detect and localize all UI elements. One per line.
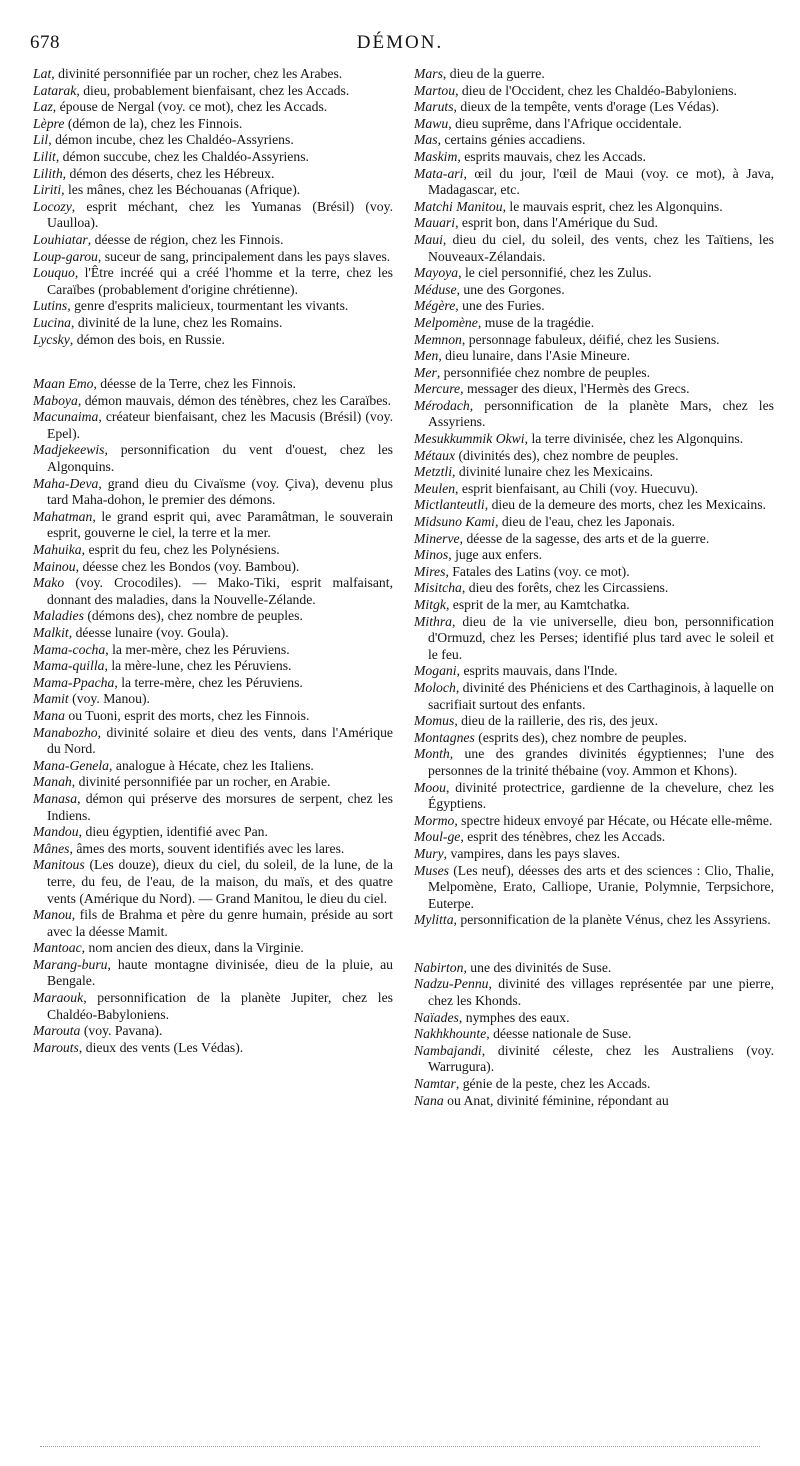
dictionary-entry	[414, 1076, 774, 1093]
entry-headword: Loup-garou	[33, 248, 98, 264]
entry-headword: Misitcha	[414, 580, 462, 596]
dictionary-entry	[33, 841, 393, 858]
dictionary-entry	[414, 149, 774, 166]
entry-headword: Laz	[33, 99, 53, 115]
entry-definition: , muse de la tragédie.	[477, 314, 595, 330]
dictionary-entry	[414, 829, 774, 846]
entry-definition: , divinité de la lune, chez les Romains.	[71, 314, 283, 330]
entry-definition: , dieux de la tempête, vents d'orage (Les Védas).	[453, 99, 720, 115]
entry-headword: Lutins	[33, 298, 68, 314]
entry-headword: Mahatman	[33, 508, 93, 524]
entry-definition: , fils de Brahma et père du genre humain, préside au sort avec la déesse Mamit.	[47, 907, 393, 939]
entry-definition: , dieu égyptien, identifié avec Pan.	[78, 824, 268, 840]
dictionary-entry	[414, 365, 774, 382]
entry-headword: Moou	[414, 779, 446, 795]
entry-definition: , une des grandes divinités égyptiennes; l'une des personnes de la trinité thébaine (voy. Ammon et Khons).	[428, 746, 774, 778]
entry-headword: Mégère	[414, 298, 456, 314]
entry-headword: Mithra	[414, 613, 453, 629]
dictionary-entry	[33, 774, 393, 791]
entry-headword: Mânes	[33, 840, 70, 856]
entry-headword: Nambajandi	[414, 1042, 482, 1058]
entry-headword: Mitgk	[414, 597, 446, 612]
entry-definition: , genre d'esprits malicieux, tourmentant les vivants.	[67, 298, 349, 314]
dictionary-entry	[33, 725, 393, 758]
entry-definition: , spectre hideux envoyé par Hécate, ou Hécate elle-même.	[454, 812, 773, 828]
entry-definition: , analogue à Hécate, chez les Italiens.	[109, 757, 314, 773]
entry-headword: Moul-ge	[414, 829, 461, 845]
entry-headword: Métaux	[414, 447, 456, 463]
entry-headword: Mogani	[414, 663, 457, 679]
dictionary-entry	[414, 116, 774, 133]
entry-definition: , le ciel personnifié, chez les Zulus.	[458, 265, 652, 281]
dictionary-entry	[33, 509, 393, 542]
dictionary-entry	[33, 1023, 393, 1040]
entry-headword: Maboya	[33, 392, 78, 408]
entry-definition: , esprit du feu, chez les Polynésiens.	[81, 542, 280, 558]
entry-headword: Lilit	[33, 148, 56, 164]
entry-definition: , démon incube, chez les Chaldéo-Assyriens.	[48, 132, 294, 148]
entry-headword: Maui	[414, 231, 443, 247]
entry-definition: , personnage fabuleux, déifié, chez les Susiens.	[461, 331, 720, 347]
entry-definition: ou Anat, divinité féminine, répondant au	[443, 1092, 669, 1108]
dictionary-entry	[414, 83, 774, 100]
dictionary-entry	[33, 824, 393, 841]
entry-definition: , génie de la peste, chez les Accads.	[455, 1076, 651, 1092]
entry-definition: , dieu de l'eau, chez les Japonais.	[495, 514, 675, 530]
dictionary-entry	[414, 746, 774, 779]
dictionary-entry	[33, 857, 393, 907]
entry-definition: , démon des bois, en Russie.	[69, 331, 225, 347]
entry-headword: Mury	[414, 845, 444, 861]
dictionary-entry	[33, 166, 393, 183]
entry-headword: Maskim	[414, 148, 458, 164]
entry-headword: Lil	[33, 132, 49, 148]
dictionary-entry	[414, 315, 774, 332]
entry-definition: , dieu de la vie universelle, dieu bon, personnification d'Ormuzd, chez les Perses; identifié plus tard avec le soleil et le feu.	[428, 613, 774, 662]
entry-headword: Mormo	[414, 812, 455, 828]
entry-headword: Marang-buru	[33, 956, 108, 972]
entry-definition: , œil du jour, l'œil de Maui (voy. ce mot), à Java, Madagascar, etc.	[428, 165, 774, 198]
dictionary-entry	[33, 149, 393, 166]
entry-definition: , esprit des ténèbres, chez les Accads.	[460, 829, 666, 845]
entry-headword: Metztli	[414, 464, 453, 480]
entry-headword: Mauari	[414, 215, 456, 231]
entry-definition: (démon de la), chez les Finnois.	[64, 115, 243, 131]
entry-headword: Méduse	[414, 281, 457, 297]
dictionary-entry	[414, 132, 774, 149]
entry-headword: Moloch	[414, 679, 456, 695]
entry-definition: , nom ancien des dieux, dans la Virginie.	[81, 940, 304, 956]
entry-definition: , divinité personnifiée par un rocher, en Arabie.	[71, 774, 331, 790]
dictionary-entry	[33, 476, 393, 509]
entry-headword: Louhiatar	[33, 231, 88, 247]
entry-definition: , esprit méchant, chez les Yumanas (Brésil) (voy. Uaulloa).	[47, 198, 393, 231]
entry-headword: Mesukkummik Okwi	[414, 431, 525, 447]
entry-headword: Mayoya	[414, 265, 459, 281]
page-number: 678	[30, 32, 60, 53]
entry-headword: Mas	[414, 132, 438, 148]
entry-definition: (voy. Crocodiles). — Mako-Tiki, esprit malfaisant, donnant des maladies, dans la Nouvelle-Zélande.	[47, 575, 393, 607]
entry-definition: , personnification de la planète Mars, chez les Assyriens.	[428, 397, 774, 430]
entry-definition: , le grand esprit qui, avec Paramâtman, le souverain esprit, gouverne le ciel, la terre et la mer.	[47, 508, 393, 541]
dictionary-entry	[414, 481, 774, 498]
dictionary-entry	[414, 780, 774, 813]
dictionary-entry	[414, 298, 774, 315]
entry-headword: Marouta	[33, 1023, 81, 1039]
dictionary-entry	[33, 575, 393, 608]
entry-definition: ou Tuoni, esprit des morts, chez les Finnois.	[64, 707, 310, 723]
entry-headword: Martou	[414, 82, 456, 98]
entry-headword: Lilith	[33, 165, 63, 181]
entry-definition: , démon mauvais, démon des ténèbres, chez les Caraïbes.	[77, 392, 392, 408]
dictionary-entry	[414, 960, 774, 977]
entry-headword: Meulen	[414, 480, 456, 496]
entry-definition: (divinités des), chez nombre de peuples.	[455, 447, 679, 463]
dictionary-entry	[33, 625, 393, 642]
entry-definition: , esprits mauvais, dans l'Inde.	[456, 663, 618, 679]
entry-headword: Month	[414, 746, 450, 762]
entry-headword: Mawu	[414, 115, 449, 131]
entry-headword: Mama-cocha	[33, 641, 106, 657]
dictionary-entry	[33, 116, 393, 133]
dictionary-entry	[414, 66, 774, 83]
dictionary-entry	[414, 398, 774, 431]
entry-definition: , esprit de la mer, au Kamtchatka.	[445, 597, 630, 612]
entry-definition: , dieu de la raillerie, des ris, des jeux.	[454, 713, 659, 729]
dictionary-entry	[33, 791, 393, 824]
entry-definition: , divinité personnifiée par un rocher, chez les Arabes.	[51, 66, 343, 81]
footer-rule	[40, 1446, 760, 1448]
entry-definition: , créateur bienfaisant, chez les Macusis (Brésil) (voy. Epel).	[47, 409, 393, 441]
entry-definition: , dieu, probablement bienfaisant, chez les Accads.	[76, 82, 350, 98]
dictionary-entry	[33, 940, 393, 957]
dictionary-entry	[414, 448, 774, 465]
entry-definition: , une des Gorgones.	[456, 281, 565, 297]
entry-definition: , dieu de la demeure des morts, chez les Mexicains.	[484, 497, 766, 513]
entry-headword: Lat	[33, 66, 52, 81]
dictionary-entry	[33, 758, 393, 775]
entry-definition: (démons des), chez nombre de peuples.	[83, 608, 303, 624]
entry-definition: , personnification du vent d'ouest, chez les Algonquins.	[47, 442, 393, 475]
entry-definition: , esprit bon, dans l'Amérique du Sud.	[455, 215, 658, 231]
dictionary-entry	[33, 132, 393, 149]
entry-headword: Nakhkhounte	[414, 1026, 487, 1042]
entry-definition: , vampires, dans les pays slaves.	[443, 845, 621, 861]
entry-definition: , démon qui préserve des morsures de serpent, chez les Indiens.	[47, 790, 393, 823]
entry-definition: , divinité des Phéniciens et des Carthaginois, à laquelle on sacrifiait surtout des enfants.	[428, 679, 774, 712]
dictionary-entry	[414, 464, 774, 481]
dictionary-entry	[33, 393, 393, 410]
entry-headword: Madjekeewis	[33, 442, 105, 458]
entry-headword: Maraouk	[33, 990, 84, 1006]
dictionary-entry	[33, 642, 393, 659]
dictionary-entry	[33, 990, 393, 1023]
entry-headword: Nadzu-Pennu	[414, 976, 489, 992]
dictionary-entry	[414, 514, 774, 531]
entry-definition: , divinité des villages représentée par une pierre, chez les Khonds.	[428, 976, 774, 1009]
dictionary-entry	[414, 1093, 774, 1110]
dictionary-entry	[33, 298, 393, 315]
entry-definition: , déesse lunaire (voy. Goula).	[68, 625, 229, 640]
entry-definition: , démon des déserts, chez les Hébreux.	[62, 165, 275, 181]
entry-headword: Latarak	[33, 82, 77, 98]
entry-definition: (voy. Pavana).	[80, 1023, 163, 1039]
dictionary-entry	[414, 531, 774, 548]
entry-definition: , déesse nationale de Suse.	[486, 1026, 632, 1042]
entry-definition: , les mânes, chez les Béchouanas (Afrique).	[61, 182, 301, 198]
dictionary-entry	[33, 442, 393, 475]
entry-headword: Mars	[414, 66, 443, 81]
entry-definition: (voy. Manou).	[68, 691, 150, 707]
dictionary-entry	[414, 680, 774, 713]
dictionary-entry	[33, 675, 393, 692]
entry-headword: Mérodach	[414, 397, 470, 413]
entry-definition: , déesse de région, chez les Finnois.	[87, 231, 284, 247]
dictionary-entry	[414, 547, 774, 564]
dictionary-entry	[33, 265, 393, 298]
dictionary-entry	[33, 409, 393, 442]
entry-definition: , divinité solaire et dieu des vents, dans l'Amérique du Nord.	[47, 724, 393, 757]
entry-headword: Manah	[33, 774, 72, 790]
dictionary-entry	[414, 431, 774, 448]
dictionary-entry	[414, 99, 774, 116]
entry-headword: Manitous	[33, 857, 85, 873]
dictionary-entry	[414, 282, 774, 299]
entry-definition: , démon succube, chez les Chaldéo-Assyriens.	[55, 148, 309, 164]
entry-headword: Mainou	[33, 558, 76, 574]
entry-headword: Marouts	[33, 1039, 79, 1055]
entry-definition: , la terre divinisée, chez les Algonquins.	[524, 431, 744, 447]
entry-definition: , messager des dieux, l'Hermès des Grecs.	[460, 381, 690, 397]
dictionary-entry	[414, 199, 774, 216]
entry-headword: Mercure	[414, 381, 461, 397]
dictionary-entry	[414, 713, 774, 730]
entry-definition: , une des Furies.	[455, 298, 545, 314]
entry-headword: Maan Emo	[33, 376, 94, 392]
dictionary-entry	[33, 315, 393, 332]
dictionary-entry	[33, 66, 393, 83]
entry-headword: Melpomène	[414, 314, 478, 330]
entry-headword: Lycsky	[33, 331, 70, 347]
dictionary-entry	[414, 580, 774, 597]
dictionary-entry	[33, 691, 393, 708]
dictionary-entry	[414, 663, 774, 680]
entry-definition: , déesse de la sagesse, des arts et de la guerre.	[459, 530, 710, 546]
entry-headword: Mer	[414, 364, 437, 380]
dictionary-entry	[414, 381, 774, 398]
entry-headword: Men	[414, 348, 439, 364]
dictionary-entry	[414, 215, 774, 232]
dictionary-entry	[33, 332, 393, 349]
entry-headword: Maladies	[33, 608, 84, 624]
entry-definition: , personnification de la planète Jupiter, chez les Chaldéo-Babyloniens.	[47, 990, 393, 1022]
entry-definition: , grand dieu du Civaïsme (voy. Çiva), devenu plus tard Maha-dohon, le premier des démons.	[47, 475, 393, 508]
entry-definition: , dieu lunaire, dans l'Asie Mineure.	[438, 348, 631, 364]
entry-headword: Memnon	[414, 331, 462, 347]
entry-definition: , le mauvais esprit, chez les Algonquins.	[502, 198, 723, 214]
dictionary-entry	[414, 497, 774, 514]
entry-headword: Mylitta	[414, 912, 454, 928]
dictionary-entry	[33, 199, 393, 232]
entry-headword: Mires	[414, 563, 446, 579]
entry-definition: , déesse chez les Bondos (voy. Bambou).	[75, 558, 300, 574]
dictionary-entry	[33, 182, 393, 199]
left-column	[33, 66, 393, 1056]
section-gap	[414, 929, 774, 960]
dictionary-entry	[414, 166, 774, 199]
entry-headword: Matchi Manitou	[414, 198, 503, 214]
dictionary-entry	[33, 249, 393, 266]
dictionary-entry	[414, 730, 774, 747]
entry-definition: , dieu suprême, dans l'Afrique occidentale.	[448, 115, 682, 131]
entry-definition: , personnification de la planète Vénus, chez les Assyriens.	[453, 912, 771, 928]
dictionary-entry	[33, 559, 393, 576]
dictionary-entry	[414, 597, 774, 614]
dictionary-entry	[414, 1026, 774, 1043]
entry-headword: Mantoac	[33, 940, 82, 956]
entry-definition: , certains génies accadiens.	[437, 132, 586, 148]
entry-definition: , haute montagne divinisée, dieu de la pluie, au Bengale.	[47, 956, 393, 989]
page-header	[30, 32, 770, 58]
entry-headword: Mana	[33, 707, 65, 723]
dictionary-entry	[33, 232, 393, 249]
entry-definition: (Les douze), dieux du ciel, du soleil, de la lune, de la terre, du feu, de l'eau, de la maison, du maïs, et des quatre vents (Amérique du Nord). — Grand Manitou, le dieu du ciel.	[47, 857, 393, 906]
dictionary-entry	[414, 332, 774, 349]
entry-definition: , la terre-mère, chez les Péruviens.	[114, 674, 303, 690]
dictionary-entry	[414, 912, 774, 929]
dictionary-entry	[33, 658, 393, 675]
entry-definition: , suceur de sang, principalement dans les pays slaves.	[97, 248, 391, 264]
dictionary-entry	[414, 1010, 774, 1027]
entry-headword: Mama-Ppacha	[33, 674, 115, 690]
entry-headword: Lèpre	[33, 115, 65, 131]
dictionary-entry	[414, 813, 774, 830]
entry-headword: Mahuika	[33, 542, 82, 558]
entry-definition: (esprits des), chez nombre de peuples.	[474, 729, 687, 745]
entry-headword: Mata-ari	[414, 165, 464, 181]
entry-headword: Louquo	[33, 265, 75, 281]
dictionary-entry	[33, 608, 393, 625]
entry-headword: Malkit	[33, 625, 69, 640]
entry-headword: Midsuno Kami	[414, 514, 495, 530]
dictionary-entry	[414, 1043, 774, 1076]
running-head: DÉMON.	[356, 32, 444, 53]
entry-definition: , la mère-lune, chez les Péruviens.	[104, 658, 292, 674]
entry-headword: Montagnes	[414, 729, 475, 745]
entry-headword: Liriti	[33, 182, 62, 198]
entry-headword: Nabirton	[414, 959, 464, 975]
entry-headword: Manabozho	[33, 724, 98, 740]
entry-headword: Manasa	[33, 790, 78, 806]
dictionary-entry	[414, 265, 774, 282]
entry-headword: Muses	[414, 862, 449, 878]
entry-headword: Mama-quilla	[33, 658, 105, 674]
dictionary-entry	[414, 232, 774, 265]
entry-headword: Mandou	[33, 824, 79, 840]
entry-definition: , âmes des morts, souvent identifiés avec les lares.	[69, 840, 345, 856]
entry-definition: (Les neuf), déesses des arts et des sciences : Clio, Thalie, Melpomène, Erato, Calliope, Uranie, Polymnie, Terpsichore, Euterpe.	[428, 862, 774, 911]
dictionary-entry	[33, 83, 393, 100]
dictionary-entry	[33, 957, 393, 990]
dictionary-entry	[414, 348, 774, 365]
entry-headword: Mamit	[33, 691, 69, 707]
right-column	[414, 66, 774, 1109]
entry-definition: , personnifiée chez nombre de peuples.	[436, 364, 651, 380]
entry-definition: , dieu des forêts, chez les Circassiens.	[461, 580, 669, 596]
entry-definition: , esprits mauvais, chez les Accads.	[457, 148, 646, 164]
dictionary-entry	[414, 564, 774, 581]
entry-headword: Maruts	[414, 99, 454, 115]
section-gap	[33, 348, 393, 376]
entry-definition: , une des divinités de Suse.	[463, 959, 612, 975]
entry-headword: Momus	[414, 713, 455, 729]
entry-headword: Mako	[33, 575, 65, 591]
entry-definition: , Fatales des Latins (voy. ce mot).	[445, 563, 630, 579]
entry-headword: Manou	[33, 907, 72, 923]
entry-headword: Naïades	[414, 1009, 459, 1025]
entry-definition: , épouse de Nergal (voy. ce mot), chez les Accads.	[52, 99, 328, 115]
entry-definition: , dieux des vents (Les Védas).	[78, 1039, 244, 1055]
entry-headword: Locozy	[33, 198, 72, 214]
entry-definition: , dieu de la guerre.	[442, 66, 545, 81]
entry-definition: , juge aux enfers.	[448, 547, 543, 563]
dictionary-entry	[33, 376, 393, 393]
entry-headword: Mana-Genela	[33, 757, 110, 773]
dictionary-entry	[33, 542, 393, 559]
entry-definition: , divinité céleste, chez les Australiens (voy. Warrugura).	[428, 1042, 774, 1075]
dictionary-entry	[33, 907, 393, 940]
dictionary-entry	[414, 846, 774, 863]
dictionary-entry	[33, 99, 393, 116]
entry-headword: Minerve	[414, 530, 460, 546]
entry-definition: , dieu du ciel, du soleil, des vents, chez les Taïtiens, les Nouveaux-Zélandais.	[428, 231, 774, 264]
entry-headword: Maha-Deva	[33, 475, 99, 491]
entry-headword: Minos	[414, 547, 449, 563]
dictionary-entry	[414, 863, 774, 913]
entry-definition: , l'Être incréé qui a créé l'homme et la terre, chez les Caraïbes (probablement d'origine chrétienne).	[47, 265, 393, 297]
entry-definition: , la mer-mère, chez les Péruviens.	[105, 641, 290, 657]
dictionary-entry	[33, 708, 393, 725]
dictionary-entry	[414, 976, 774, 1009]
dictionary-entry	[414, 614, 774, 664]
dictionary-entry	[33, 1040, 393, 1057]
entry-headword: Mictlanteutli	[414, 497, 485, 513]
entry-headword: Macunaima	[33, 409, 99, 425]
entry-definition: , déesse de la Terre, chez les Finnois.	[93, 376, 296, 392]
entry-definition: , dieu de l'Occident, chez les Chaldéo-Babyloniens.	[455, 82, 737, 98]
entry-definition: , divinité protectrice, gardienne de la chevelure, chez les Égyptiens.	[428, 779, 774, 812]
entry-headword: Lucina	[33, 314, 72, 330]
entry-headword: Namtar	[414, 1076, 456, 1092]
entry-definition: , divinité lunaire chez les Mexicains.	[452, 464, 654, 480]
entry-headword: Nana	[414, 1092, 444, 1108]
entry-definition: , esprit bienfaisant, au Chili (voy. Huecuvu).	[455, 480, 699, 496]
entry-definition: , nymphes des eaux.	[458, 1009, 570, 1025]
